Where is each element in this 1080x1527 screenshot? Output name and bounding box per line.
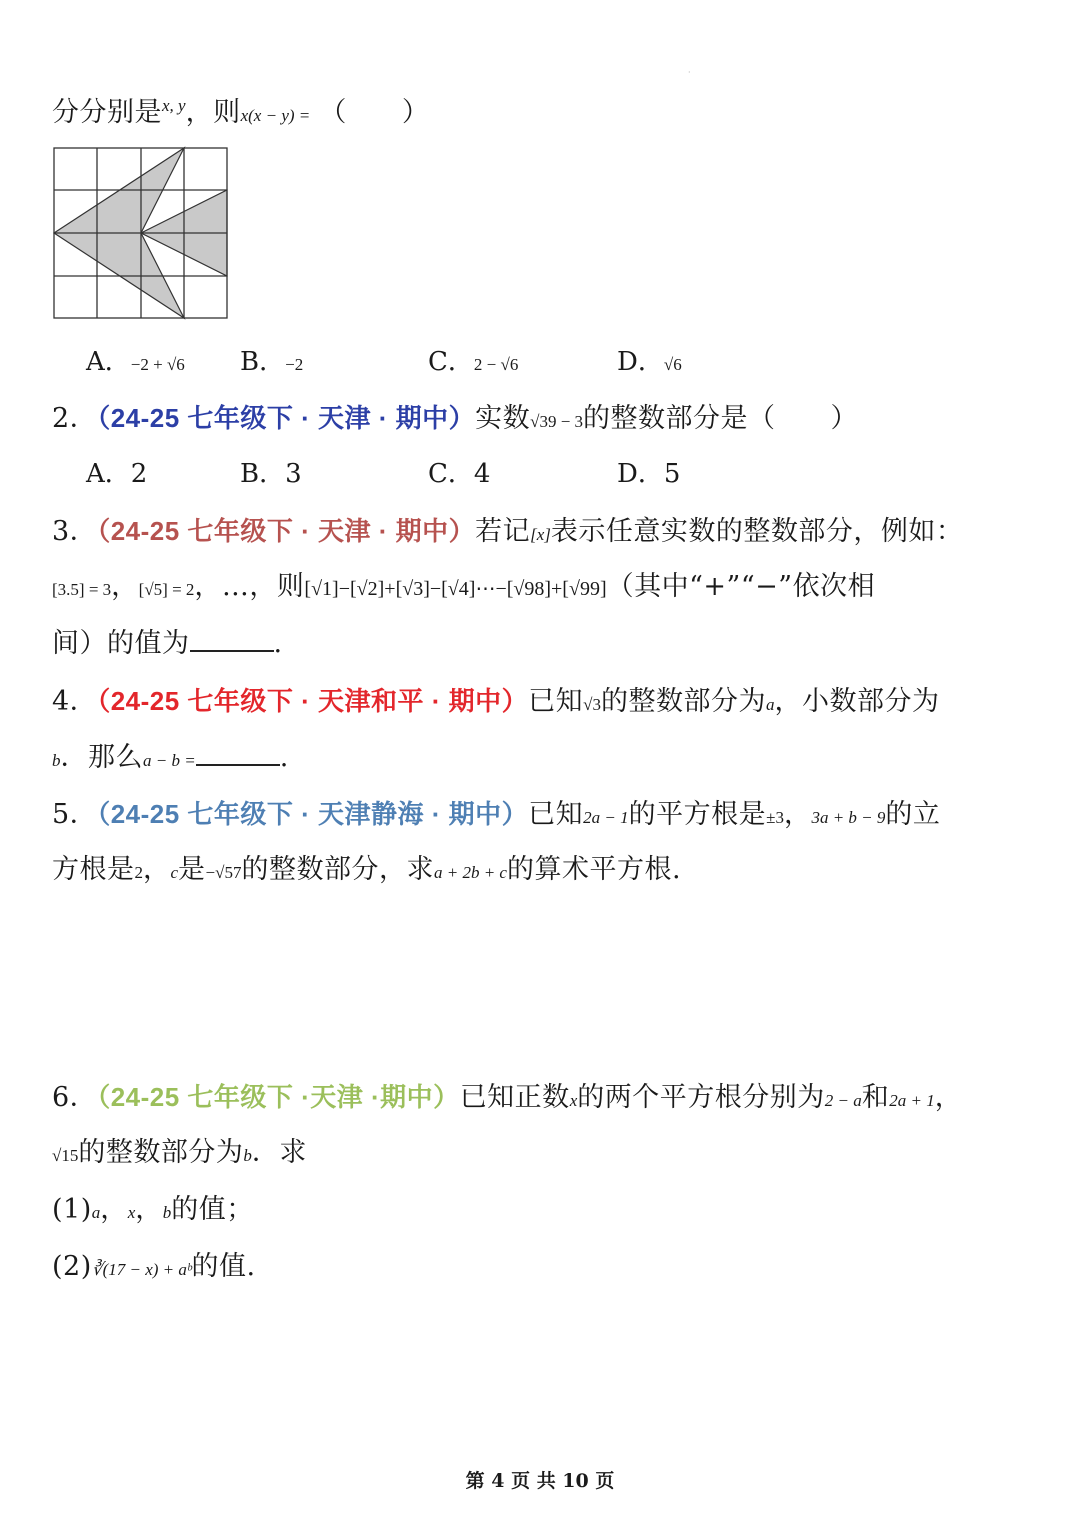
q6-text-c: 和 — [861, 1082, 890, 1113]
q3-source: （24-25 七年级下 · 天津 · 期中） — [97, 516, 476, 546]
q5-expr-5: −√57 — [205, 863, 242, 882]
option-label: C． — [428, 347, 474, 377]
q6-stem-line2 — [52, 1135, 307, 1174]
q4-text-a: 已知 — [528, 686, 584, 717]
q1-expr: x(x − y) = — [240, 106, 311, 125]
q5-source: （24-25 七年级下 · 天津静海 · 期中） — [97, 799, 529, 829]
q2-stem — [52, 400, 858, 440]
q4-text-c: ，小数部分为 — [774, 686, 940, 717]
q6-text-a: 已知正数 — [459, 1082, 570, 1113]
q1-grid-figure — [52, 146, 230, 320]
q5-text-g: 的算术平方根. — [506, 854, 682, 885]
option-label: C． — [428, 459, 474, 489]
q5-stem-line1 — [52, 796, 940, 836]
q3-text-e: 间）的值为 — [52, 628, 190, 659]
q5-comma: ， — [783, 799, 812, 830]
q3-text-b: 表示任意实数的整数部分，例如： — [550, 516, 964, 547]
option-label: A． — [86, 347, 131, 377]
q6-text-d: 的整数部分为 — [78, 1137, 244, 1168]
q6-part-2-expr: ∛(17 − x) + aᵇ — [91, 1260, 192, 1279]
q3-example-1: [3.5] = 3 — [52, 580, 112, 599]
option-label: B． — [240, 347, 286, 377]
q4-end: . — [279, 742, 289, 773]
q5-text-d: 方根是 — [52, 854, 135, 885]
q5-expr-1: 2a − 1 — [583, 808, 629, 827]
q3-example-2: [√5] = 2 — [138, 580, 195, 599]
q1-option-a[interactable] — [86, 344, 185, 383]
q5-comma-2: ， — [143, 854, 171, 885]
q3-expr: [√1]−[√2]+[√3]−[√4]⋯−[√98]+[√99] — [304, 578, 607, 600]
q6-part-1-var-b: b — [162, 1203, 172, 1222]
q6-part-2 — [52, 1249, 256, 1288]
option-label: D． — [617, 459, 664, 489]
option-value: −2 + √6 — [130, 355, 185, 374]
q4-stem-line2 — [52, 740, 289, 779]
q1-option-d[interactable] — [617, 344, 682, 383]
q4-answer-blank[interactable] — [196, 740, 280, 766]
q5-text-f: 的整数部分，求 — [241, 854, 434, 885]
q5-var-c: c — [170, 863, 179, 882]
option-label: D． — [617, 347, 664, 377]
q6-comma: ， — [934, 1082, 963, 1113]
q6-part-2-label: (2) — [52, 1251, 92, 1282]
q6-part-1-var-a: a — [91, 1203, 101, 1222]
q2-option-b[interactable] — [240, 456, 302, 492]
grid-lines — [54, 148, 227, 318]
q1-xy: x, y — [162, 96, 186, 115]
q2-text-a: 实数 — [475, 403, 531, 434]
q3-comma: ， — [111, 571, 139, 602]
q2-option-a[interactable] — [86, 456, 147, 492]
q6-part-1-end: 的值； — [171, 1194, 254, 1225]
q4-sqrt3: √3 — [583, 695, 601, 714]
q1-stem-b: ，则 — [185, 97, 241, 128]
q5-number: 5． — [52, 799, 98, 830]
page-footer: 第 4 页 共 10 页 — [465, 1470, 615, 1492]
q6-expr-2: 2a + 1 — [889, 1091, 935, 1110]
q5-stem-line2 — [52, 852, 681, 891]
q4-expr: a − b = — [143, 751, 196, 770]
option-label: B． — [240, 459, 286, 489]
q2-expr: √39 − 3 — [530, 412, 584, 431]
q6-expr-3: √15 — [52, 1146, 79, 1165]
option-value: 5 — [663, 459, 681, 489]
q6-source: （24-25 七年级下 ·天津 ·期中） — [97, 1082, 460, 1112]
q5-text-c: 的立 — [885, 799, 941, 830]
q3-stem-line3 — [52, 626, 283, 662]
q3-text-c: ，…，则 — [194, 571, 305, 602]
q4-var-a: a — [765, 695, 775, 714]
q6-part-1-var-x: x — [127, 1203, 136, 1222]
q6-sep: ， — [100, 1194, 128, 1225]
q4-stem-line1 — [52, 683, 939, 723]
q5-expr-3: 3a + b − 9 — [811, 808, 886, 827]
q5-text-e: 是 — [178, 854, 206, 885]
q6-sep: ， — [135, 1194, 163, 1225]
q2-source: （24-25 七年级下 · 天津 · 期中） — [97, 403, 476, 433]
q3-number: 3． — [52, 516, 98, 547]
q4-source: （24-25 七年级下 · 天津和平 · 期中） — [97, 686, 529, 716]
q4-text-b: 的整数部分为 — [600, 686, 766, 717]
q2-text-b: 的整数部分是（ ） — [583, 403, 859, 434]
q6-part-2-end: 的值. — [191, 1251, 256, 1282]
q6-part-1-label: (1) — [52, 1194, 92, 1225]
q3-answer-blank[interactable] — [190, 626, 274, 652]
q3-end: . — [273, 628, 283, 659]
q6-stem-line1 — [52, 1079, 962, 1119]
q1-paren: （ ） — [319, 97, 430, 128]
q5-expr-4: 2 — [134, 863, 143, 882]
q6-text-b: 的两个平方根分别为 — [577, 1082, 825, 1113]
q6-number: 6． — [52, 1082, 98, 1113]
option-value: 2 − √6 — [473, 355, 519, 374]
option-label: A． — [86, 459, 131, 489]
option-value: 4 — [473, 459, 491, 489]
q4-number: 4． — [52, 686, 98, 717]
q3-text-d: （其中“+”“−”依次相 — [606, 571, 876, 602]
q5-expr-2: ±3 — [766, 808, 784, 827]
q6-expr-1: 2 − a — [824, 1091, 862, 1110]
q1-option-b[interactable] — [240, 344, 303, 383]
option-value: −2 — [285, 355, 304, 374]
q3-stem-line2 — [52, 569, 875, 608]
q2-option-d[interactable] — [617, 456, 680, 492]
q1-stem-a: 分分别是 — [52, 97, 162, 128]
q2-option-c[interactable] — [428, 456, 490, 492]
q3-bracket-x: [x] — [530, 525, 551, 544]
q6-var-b: b — [243, 1146, 252, 1165]
q2-number: 2． — [52, 403, 98, 434]
q6-part-1 — [52, 1192, 254, 1231]
q1-option-c[interactable] — [428, 344, 518, 383]
q5-text-a: 已知 — [528, 799, 584, 830]
q5-expr-6: a + 2b + c — [433, 863, 507, 882]
option-value: 2 — [130, 459, 148, 489]
q6-text-e: ．求 — [251, 1137, 307, 1168]
q3-text-a: 若记 — [475, 516, 531, 547]
q4-var-b: b — [52, 751, 61, 770]
q6-var-x: x — [569, 1091, 578, 1110]
faint-mark: · — [688, 68, 691, 77]
q3-stem-line1 — [52, 513, 963, 553]
q5-text-b: 的平方根是 — [628, 799, 767, 830]
option-value: 3 — [285, 459, 302, 489]
q1-stem — [52, 88, 429, 134]
option-value: √6 — [663, 355, 682, 374]
q4-text-d: ．那么 — [60, 742, 143, 773]
